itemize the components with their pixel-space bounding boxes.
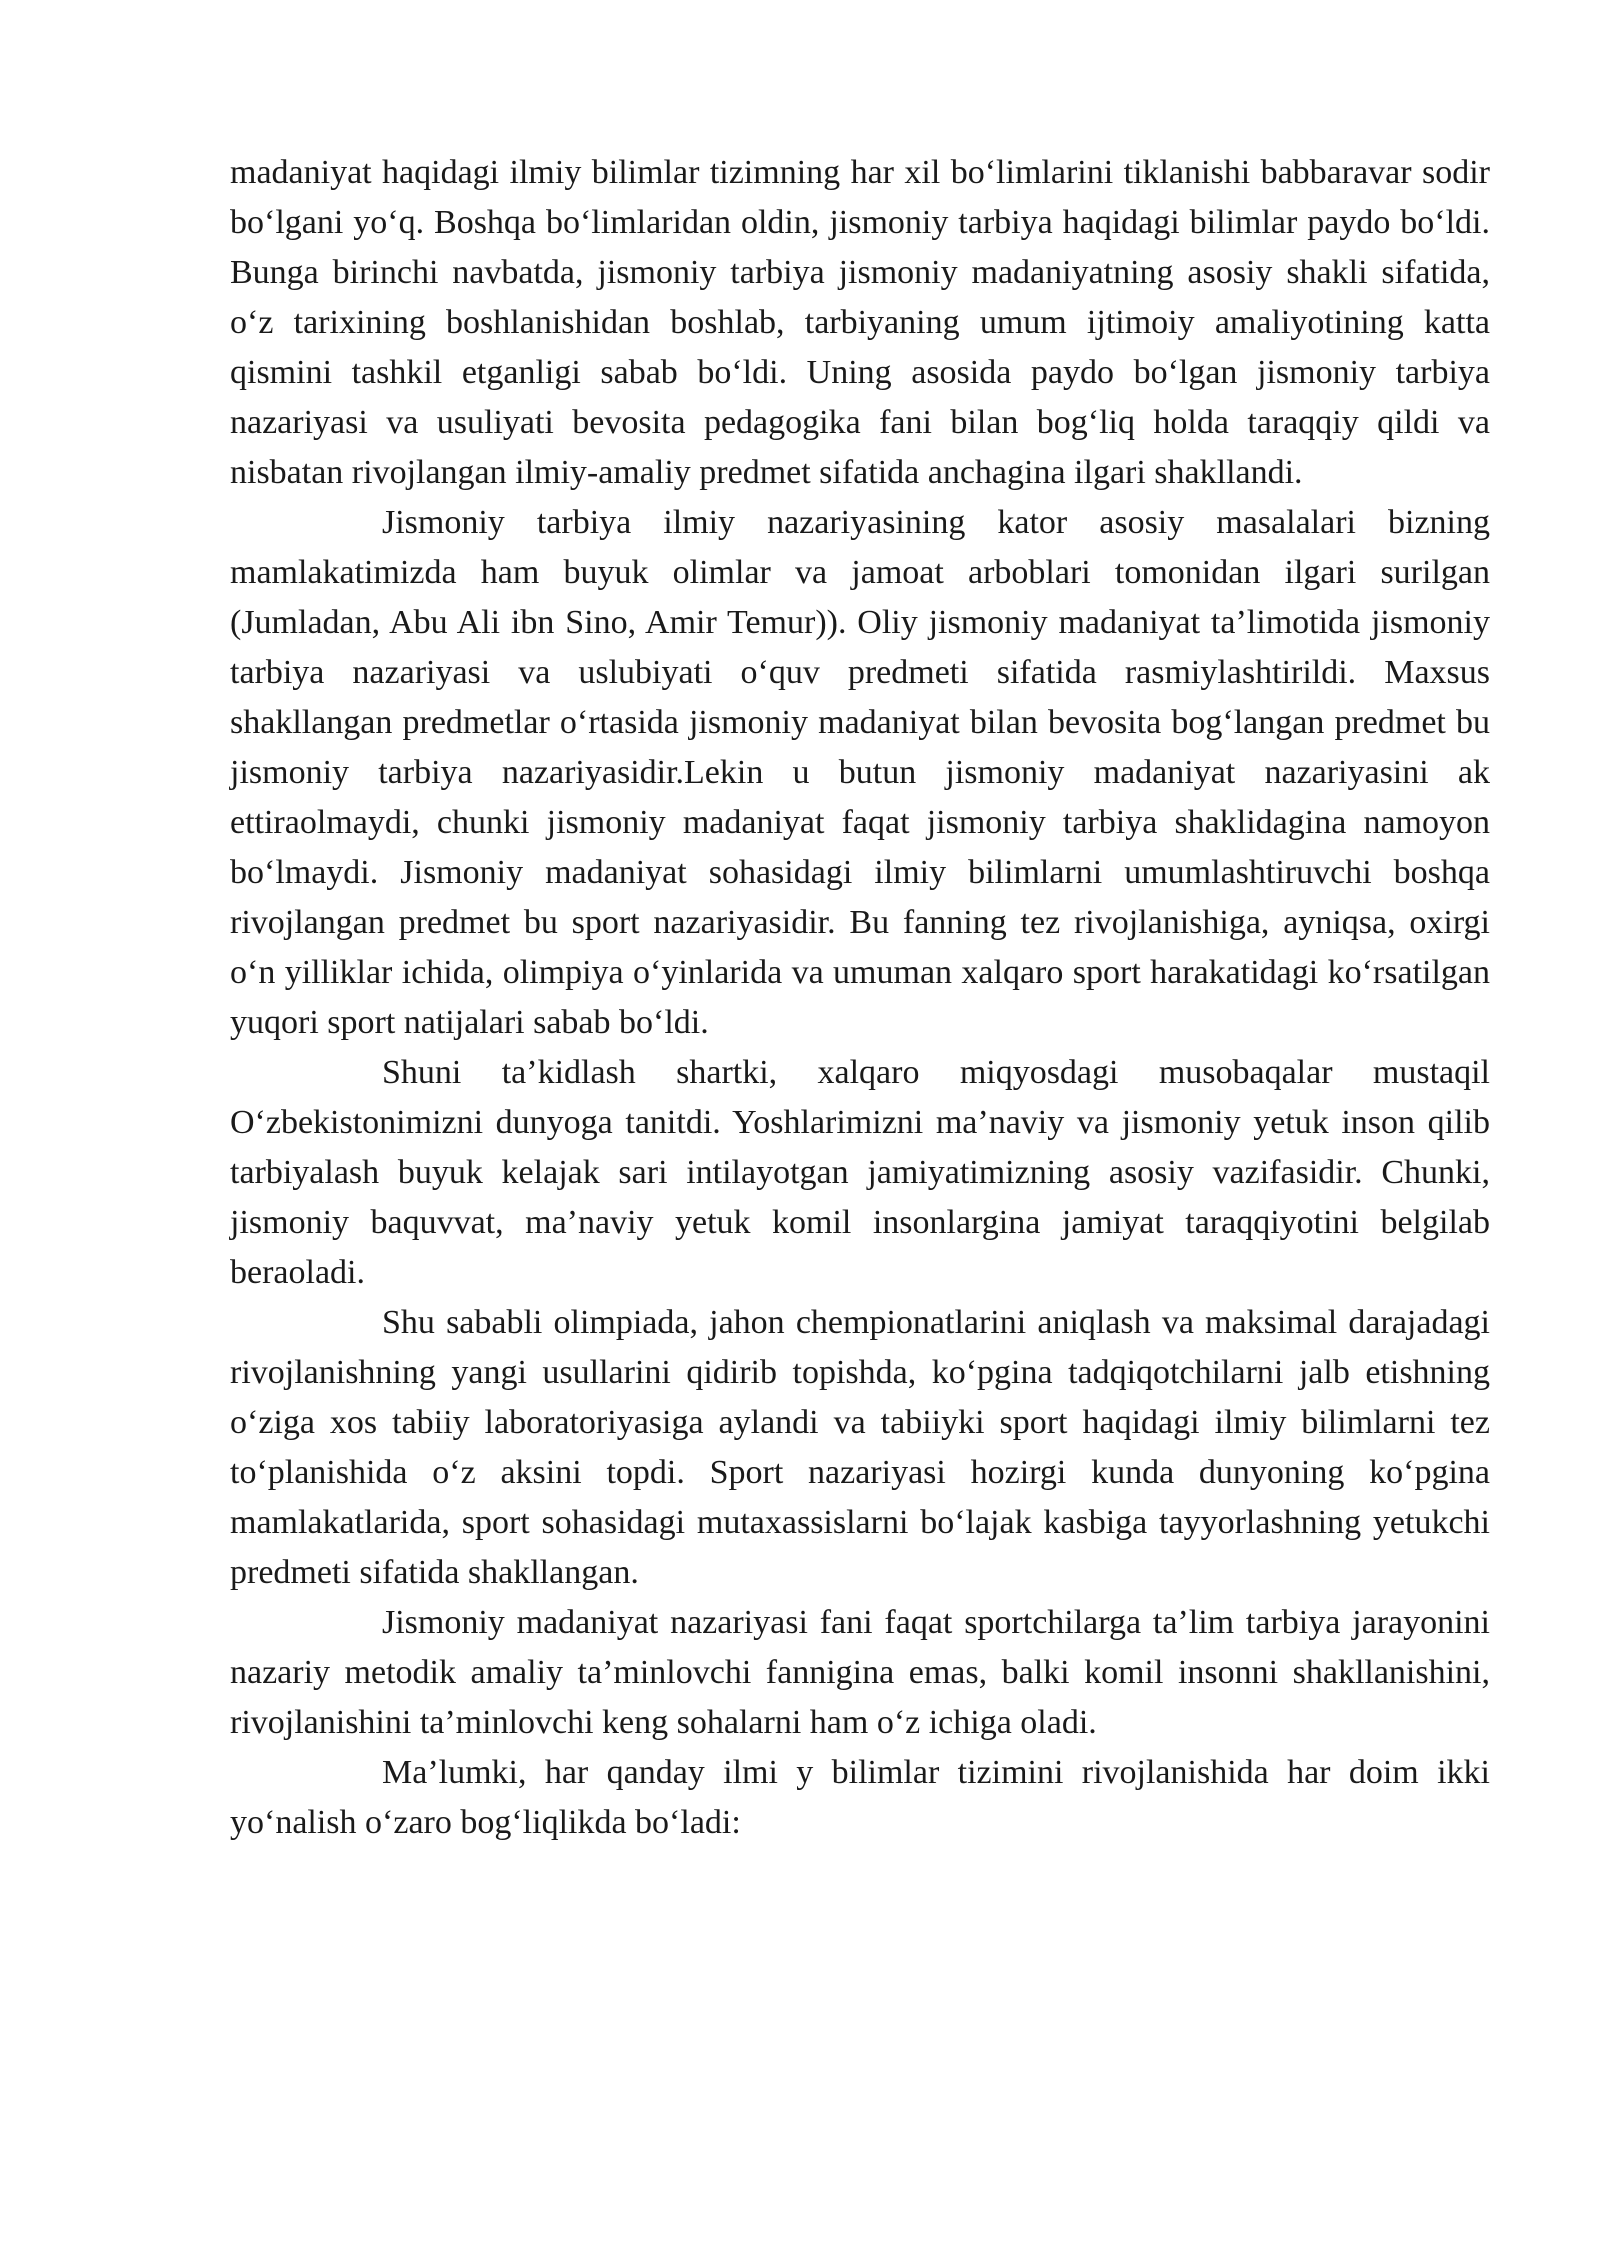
paragraph-physical-education-theory: Jismoniy tarbiya ilmiy nazariyasining kator asosiy masalalari bizning mamlakatimizda ham buyuk olimlar va jamoat arboblari tomonidan ilgari surilgan (Jumladan, Abu Ali ibn Sino, Amir Temur)). Oliy jismoniy madaniyat ta’limotida jismoniy tarbiya nazariyasi va uslubiyati o‘quv predmeti sifatida rasmiylashtirildi. Maxsus shakllangan predmetlar o‘rtasida jismoniy madaniyat bilan bevosita bog‘langan predmet bu jismoniy tarbiya nazariyasidir.Lekin u butun jismoniy madaniyat nazariyasini ak ettiraolmaydi, chunki jismoniy madaniyat faqat jismoniy tarbiya shaklidagina namoyon bo‘lmaydi. Jismoniy madaniyat sohasidagi ilmiy bilimlarni umumlashtiruvchi boshqa rivojlangan predmet bu sport nazariyasidir. Bu fanning tez rivojlanishiga, ayniqsa, oxirgi o‘n yilliklar ichida, olimpiya o‘yinlarida va umuman xalqaro sport harakatidagi ko‘rsatilgan yuqori sport natijalari sabab bo‘ldi. xyxy=(230,504,1490,1041)
paragraph-sport-theory: Shu sababli olimpiada, jahon chempionatlarini aniqlash va maksimal darajadagi rivojlanishning yangi usullarini qidirib topishda, ko‘pgina tadqiqotchilarni jalb etishning o‘ziga xos tabiiy laboratoriyasiga aylandi va tabiiyki sport haqidagi ilmiy bilimlarni tez to‘planishida o‘z aksini topdi. Sport nazariyasi hozirgi kunda dunyoning ko‘pgina mamlakatlarida, sport sohasidagi mutaxassislarni bo‘lajak kasbiga tayyorlashning yetukchi predmeti sifatida shakllangan. xyxy=(230,1304,1490,1591)
paragraph-continuation: madaniyat haqidagi ilmiy bilimlar tizimning har xil bo‘limlarini tiklanishi babbaravar sodir bo‘lgani yo‘q. Boshqa bo‘limlaridan oldin, jismoniy tarbiya haqidagi bilimlar paydo bo‘ldi. Bunga birinchi navbatda, jismoniy tarbiya jismoniy madaniyatning asosiy shakli sifatida, o‘z tarixining boshlanishidan boshlab, tarbiyaning umum ijtimoiy amaliyotining katta qismini tashkil etganligi sabab bo‘ldi. Uning asosida paydo bo‘lgan jismoniy tarbiya nazariyasi va usuliyati bevosita pedagogika fani bilan bog‘liq holda taraqqiy qildi va nisbatan rivojlangan ilmiy-amaliy predmet sifatida anchagina ilgari shakllandi. xyxy=(230,154,1490,491)
paragraph-physical-culture-theory: Jismoniy madaniyat nazariyasi fani faqat sportchilarga ta’lim tarbiya jarayonini nazariy metodik amaliy ta’minlovchi fannigina emas, balki komil insonni shakllanishini, rivojlanishini ta’minlovchi keng sohalarni ham o‘z ichiga oladi. xyxy=(230,1604,1490,1741)
paragraph-two-directions: Ma’lumki, har qanday ilmi y bilimlar tizimini rivojlanishida har doim ikki yo‘nalish o‘zaro bog‘liqlikda bo‘ladi: xyxy=(230,1754,1490,1841)
document-page xyxy=(230,148,1490,1848)
paragraph-international-competitions: Shuni ta’kidlash shartki, xalqaro miqyosdagi musobaqalar mustaqil O‘zbekistonimizni dunyoga tanitdi. Yoshlarimizni ma’naviy va jismoniy yetuk inson qilib tarbiyalash buyuk kelajak sari intilayotgan jamiyatimizning asosiy vazifasidir. Chunki, jismoniy baquvvat, ma’naviy yetuk komil insonlargina jamiyat taraqqiyotini belgilab beraoladi. xyxy=(230,1054,1490,1291)
